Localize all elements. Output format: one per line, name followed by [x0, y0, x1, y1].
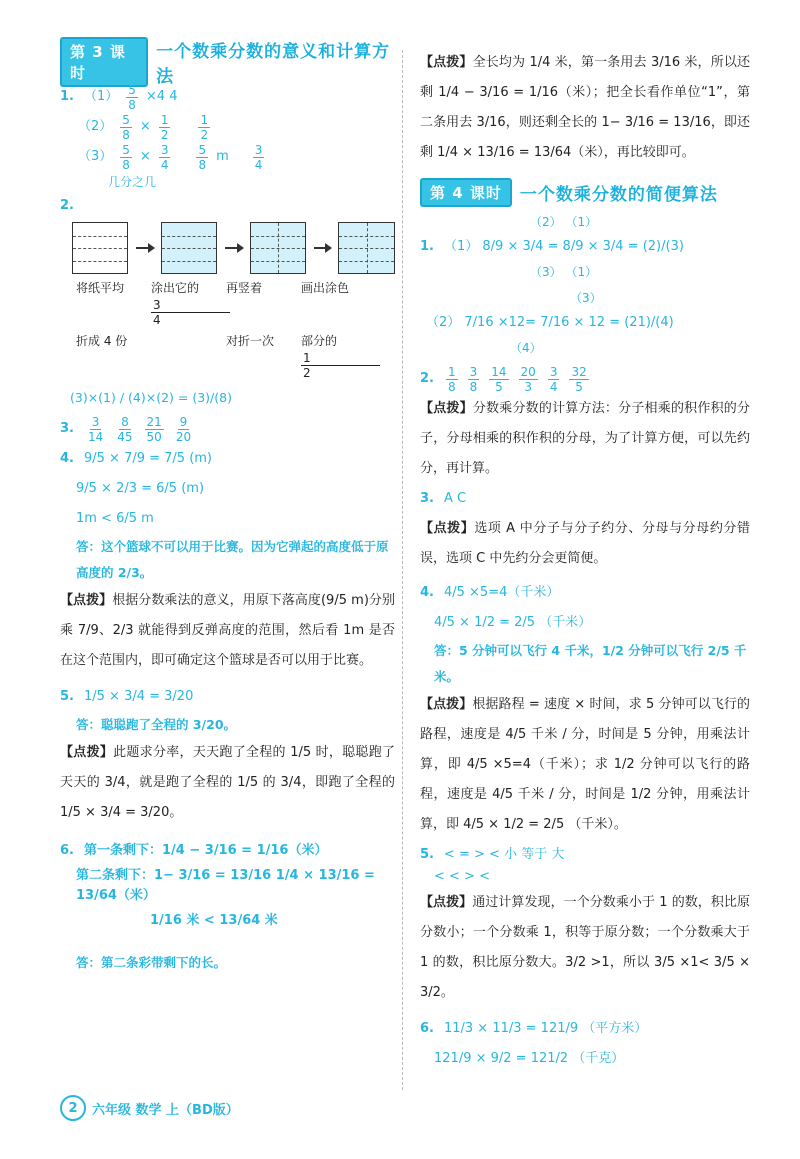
l4-q1-line2: （2） 7/16 ×12= 7/16 × 12 = (21)/(4) [426, 315, 674, 330]
q6-line2: 第二条剩下：1− 3/16 = 13/16 1/4 × 13/16 = 13/64（米） [76, 868, 375, 903]
footer-text: 六年级 数学 上（BD版） [92, 1102, 239, 1118]
lesson3-title: 一个数乘分数的意义和计算方法 [156, 42, 391, 87]
l4-q2-tip: 【点拨】分数乘分数的计算方法：分子相乘的积作积的分子，分母相乘的积作积的分母，为了计算方便，可以先约分，再计算。 [420, 401, 750, 476]
q1-note: 几分之几 [108, 175, 157, 189]
q1-part1-rest: ×4 4 [145, 89, 178, 104]
paper-sheet-4 [338, 222, 394, 274]
column-divider [402, 50, 403, 1090]
fraction: $\frac{1}{2}$ [200, 112, 209, 142]
l4-q3-tip: 【点拨】选项 A 中分子与分子约分、分母与分母约分错误，选项 C 中先约分会更简便。 [420, 521, 750, 566]
fraction: $\frac{3}{4}$ [160, 142, 169, 172]
q1-number: 1. [60, 89, 74, 104]
diagram-captions-row1: 将纸平均 涂出它的 $\frac{3}{4}$ 再竖着 画出涂色 [76, 281, 350, 327]
paper-sheet-2 [161, 222, 217, 274]
q6-line1: 第一条剩下：1/4 − 3/16 = 1/16（米） [83, 843, 328, 858]
paper-sheet-1 [72, 222, 128, 274]
l4-q4-line2: 4/5 × 1/2 = 2/5 （千米） [434, 615, 592, 630]
l4-q1-cancel-top: （2） （1） [530, 215, 598, 229]
l4-q4-tip: 【点拨】根据路程 = 速度 × 时间，求 5 分钟可以飞行的路程，速度是 4/5 千米 / 分，时间是 5 分钟，用乘法计算，即 4/5 ×5=4（千米）；求 1/2 分钟可以飞行的路程，速度是 4/5 千米 / 分，时间是 1/2 分钟，用乘法计算，即 4/5 × 1/2 = 2/5 （千米）。 [420, 697, 750, 832]
q4-tip: 【点拨】根据分数乘法的意义，用原下落高度(9/5 m)分别乘 7/9、2/3 就能得到反弹高度的范围，然后看 1m 是否在这个范围内，即可确定这个篮球是否可以用于比赛。 [60, 593, 395, 668]
lesson3-header [60, 42, 395, 87]
fraction: $\frac{5}{8}$ [128, 82, 136, 112]
l4-q1-line1: （1） 8/9 × 3/4 = 8/9 × 3/4 = (2)/(3) [443, 239, 684, 254]
l4-question-2: 2. $\frac{1}{8}$ $\frac{3}{8}$ $\frac{14}{5}$ $\frac{20}{3}$ $\frac{3}{4}$ $\frac{32}{5}$ [420, 364, 587, 394]
q5-number: 5. [60, 689, 74, 704]
lesson3-tag: 第 3 课时 [60, 37, 148, 87]
l4-q1-cancel-top2: （3） [570, 291, 602, 305]
q2-number: 2. [60, 198, 74, 213]
right-column [420, 48, 750, 1074]
q5-line1: 1/5 × 3/4 = 3/20 [83, 689, 194, 704]
paper-sheet-3 [250, 222, 306, 274]
l4-q6-line1: 11/3 × 11/3 = 121/9 （平方米） [443, 1021, 648, 1036]
q1-part1-label: （1） [83, 89, 119, 104]
lesson4-title: 一个数乘分数的简便算法 [519, 184, 718, 205]
l4-q3-answer: A C [443, 491, 467, 506]
q2-calc: (3)×(1) / (4)×(2) = (3)/(8) [70, 390, 232, 405]
question-4 [60, 444, 395, 676]
fraction: $\frac{3}{4}$ [254, 142, 263, 172]
question-5 [60, 682, 395, 828]
l4-question-4 [420, 578, 750, 840]
q1-part3-label: （3） [78, 149, 113, 164]
q1-part2-label: （2） [78, 119, 113, 134]
fraction: $\frac{5}{8}$ [122, 142, 130, 172]
l4-q3-number: 3. [420, 491, 434, 506]
question-2 [60, 196, 395, 408]
l4-q5-line1: < = > < 小 等于 大 [443, 847, 565, 862]
l4-question-5 [420, 844, 750, 1008]
l4-q5-tip: 【点拨】通过计算发现，一个分数乘小于 1 的数，积比原分数小；一个分数乘 1，积等于原分数；一个分数乘大于 1 的数，积比原分数大。3/2 >1，所以 3/5 ×1< 3/5 × 3/2。 [420, 895, 750, 1000]
q6-tip: 【点拨】全长均为 1/4 米，第一条用去 3/16 米，所以还剩 1/4 − 3/16 = 1/16（米）；把全长看作单位“1”，第二条用去 3/16，则还剩全长的 1− 3/16 = 13/16，即还剩 1/4 × 13/16 = 13/64（米），再比较即可。 [420, 55, 750, 160]
l4-q4-number: 4. [420, 585, 434, 600]
l4-q1-number: 1. [420, 239, 434, 254]
question-6 [60, 836, 395, 976]
l4-q2-number: 2. [420, 371, 434, 386]
question-1: 1. （1） $\frac{5}{8}$ ×4 4 （2） $\frac{5}{8}$ × $\frac{1}{2}$ $\frac{1}{2}$ （3） $\frac{5}{8}$ × $\frac{3}{4}$ $\frac{5}{8}$ m $\frac{3}{4}$ 几分之几 [60, 82, 395, 192]
l4-q4-line1: 4/5 ×5=4（千米） [443, 585, 560, 600]
page-footer [60, 1095, 239, 1121]
fraction: $\frac{5}{8}$ [122, 112, 130, 142]
q4-number: 4. [60, 451, 74, 466]
question-3: 3. $\frac{3}{14}$ $\frac{8}{45}$ $\frac{21}{50}$ $\frac{9}{20}$ [60, 414, 192, 444]
q5-tip: 【点拨】此题求分率，天天跑了全程的 1/5 时，聪聪跑了天天的 3/4，就是跑了全程的 1/5 的 3/4，即跑了全程的 1/5 × 3/4 = 3/20。 [60, 745, 395, 820]
arrow-icon [314, 247, 330, 249]
l4-q1-cancel-bottom: （3） （1） [530, 265, 598, 279]
lesson4-header [420, 178, 750, 206]
l4-q1-cancel-bottom2: （4） [510, 341, 542, 355]
arrow-icon [225, 247, 241, 249]
q6-answer: 答：第二条彩带剩下的长。 [76, 955, 227, 970]
l4-q5-line2: < < > < [434, 869, 490, 884]
q4-line2: 9/5 × 2/3 = 6/5 (m) [76, 481, 205, 496]
q4-line1: 9/5 × 7/9 = 7/5 (m) [83, 451, 213, 466]
q6-number: 6. [60, 843, 74, 858]
q4-answer: 答：这个篮球不可以用于比赛。因为它弹起的高度低于原高度的 2/3。 [76, 539, 389, 580]
q6-line3: 1/16 米 < 13/64 米 [150, 913, 278, 928]
l4-q6-number: 6. [420, 1021, 434, 1036]
l4-question-6 [420, 1014, 750, 1074]
l4-q6-line2: 121/9 × 9/2 = 121/2 （千克） [434, 1051, 625, 1066]
l4-q5-number: 5. [420, 847, 434, 862]
q5-answer: 答：聪聪跑了全程的 3/20。 [76, 717, 237, 732]
folding-diagram [72, 222, 395, 274]
q3-number: 3. [60, 421, 74, 436]
diagram-captions-row2: 折成 4 份 对折一次 部分的 $\frac{1}{2}$ [76, 331, 395, 380]
fraction: $\frac{1}{2}$ [160, 112, 169, 142]
lesson4-tag: 第 4 课时 [420, 178, 512, 207]
arrow-icon [136, 247, 152, 249]
left-column [60, 42, 395, 976]
l4-q4-answer: 答：5 分钟可以飞行 4 千米，1/2 分钟可以飞行 2/5 千米。 [434, 643, 747, 684]
l4-question-1 [420, 212, 750, 358]
l4-question-3 [420, 484, 750, 514]
page-number: 2 [60, 1095, 86, 1121]
fraction: $\frac{5}{8}$ [198, 142, 207, 172]
q4-line3: 1m < 6/5 m [76, 511, 154, 526]
